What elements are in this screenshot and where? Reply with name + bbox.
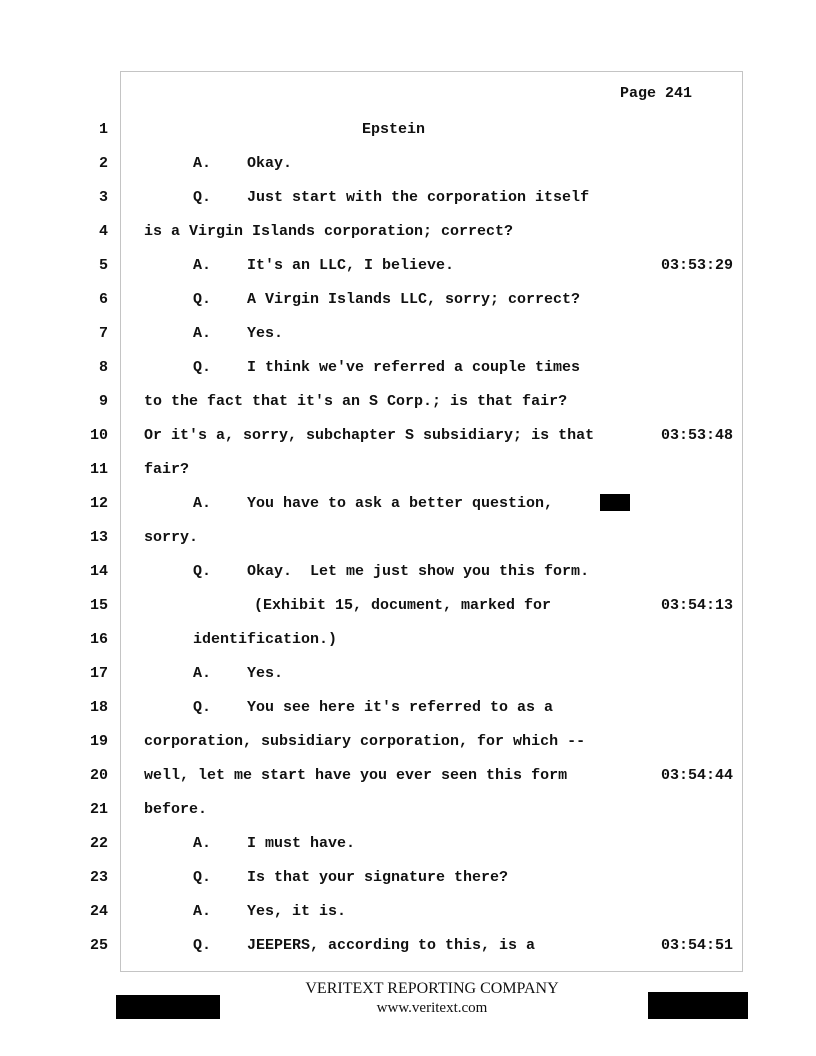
line-number: 19 <box>89 733 108 750</box>
line-number: 7 <box>98 325 108 342</box>
transcript-line <box>0 291 816 311</box>
line-text: to the fact that it's an S Corp.; is that fair? <box>144 393 568 410</box>
transcript-line <box>0 155 816 175</box>
timecode: 03:53:29 <box>661 257 734 274</box>
line-number: 22 <box>89 835 108 852</box>
transcript-line <box>0 495 816 515</box>
footer-redaction-right <box>648 992 748 1019</box>
transcript-line <box>0 631 816 651</box>
line-number: 11 <box>89 461 108 478</box>
line-number: 8 <box>98 359 108 376</box>
transcript-line <box>0 325 816 345</box>
transcript-line <box>0 869 816 889</box>
transcript-line <box>0 801 816 821</box>
line-number: 24 <box>89 903 108 920</box>
footer-company: VERITEXT REPORTING COMPANY <box>305 980 559 997</box>
line-text: well, let me start have you ever seen this form <box>144 767 568 784</box>
footer-website: www.veritext.com <box>376 1000 488 1016</box>
timecode: 03:54:13 <box>661 597 734 614</box>
line-text: Epstein <box>362 121 426 138</box>
line-text: A. I must have. <box>193 835 356 852</box>
transcript-line <box>0 767 816 787</box>
line-text: Q. Just start with the corporation itself <box>193 189 590 206</box>
transcript-line <box>0 427 816 447</box>
line-text: A. It's an LLC, I believe. <box>193 257 455 274</box>
timecode: 03:54:51 <box>661 937 734 954</box>
line-number: 10 <box>89 427 108 444</box>
line-text: A. Yes. <box>193 325 284 342</box>
transcript-line <box>0 529 816 549</box>
line-text: A. Yes, it is. <box>193 903 347 920</box>
line-text: Q. I think we've referred a couple times <box>193 359 581 376</box>
line-text: corporation, subsidiary corporation, for which -- <box>144 733 586 750</box>
transcript-line <box>0 223 816 243</box>
line-text: identification.) <box>193 631 338 648</box>
line-text: sorry. <box>144 529 199 546</box>
line-text: Q. You see here it's referred to as a <box>193 699 554 716</box>
line-number: 6 <box>98 291 108 308</box>
transcript-line <box>0 937 816 957</box>
line-number: 5 <box>98 257 108 274</box>
transcript-line <box>0 257 816 277</box>
line-number: 12 <box>89 495 108 512</box>
redaction-block <box>600 494 630 511</box>
line-text: (Exhibit 15, document, marked for <box>254 597 552 614</box>
line-text: is a Virgin Islands corporation; correct? <box>144 223 514 240</box>
timecode: 03:54:44 <box>661 767 734 784</box>
transcript-line <box>0 699 816 719</box>
line-number: 15 <box>89 597 108 614</box>
footer-redaction-left <box>116 995 220 1019</box>
line-number: 17 <box>89 665 108 682</box>
line-number: 14 <box>89 563 108 580</box>
transcript-line <box>0 461 816 481</box>
transcript-line <box>0 733 816 753</box>
line-number: 9 <box>98 393 108 410</box>
line-number: 20 <box>89 767 108 784</box>
transcript-line <box>0 597 816 617</box>
line-number: 25 <box>89 937 108 954</box>
line-number: 18 <box>89 699 108 716</box>
line-text: Q. Okay. Let me just show you this form. <box>193 563 590 580</box>
line-text: Q. JEEPERS, according to this, is a <box>193 937 536 954</box>
timecode: 03:53:48 <box>661 427 734 444</box>
line-text: A. Yes. <box>193 665 284 682</box>
transcript-line <box>0 835 816 855</box>
transcript-line <box>0 121 816 141</box>
transcript-line <box>0 359 816 379</box>
transcript-line <box>0 903 816 923</box>
transcript-line <box>0 563 816 583</box>
line-number: 16 <box>89 631 108 648</box>
transcript-line <box>0 393 816 413</box>
transcript-line <box>0 665 816 685</box>
line-number: 4 <box>98 223 108 240</box>
line-number: 3 <box>98 189 108 206</box>
line-text: Or it's a, sorry, subchapter S subsidiary; is that <box>144 427 595 444</box>
transcript-line <box>0 189 816 209</box>
line-text: fair? <box>144 461 190 478</box>
line-text: before. <box>144 801 208 818</box>
line-number: 21 <box>89 801 108 818</box>
line-number: 2 <box>98 155 108 172</box>
line-number: 13 <box>89 529 108 546</box>
line-text: Q. A Virgin Islands LLC, sorry; correct? <box>193 291 581 308</box>
line-text: Q. Is that your signature there? <box>193 869 509 886</box>
page-number: Page 241 <box>620 85 693 102</box>
line-text: A. Okay. <box>193 155 293 172</box>
line-number: 23 <box>89 869 108 886</box>
line-number: 1 <box>98 121 108 138</box>
line-text: A. You have to ask a better question, <box>193 495 554 512</box>
